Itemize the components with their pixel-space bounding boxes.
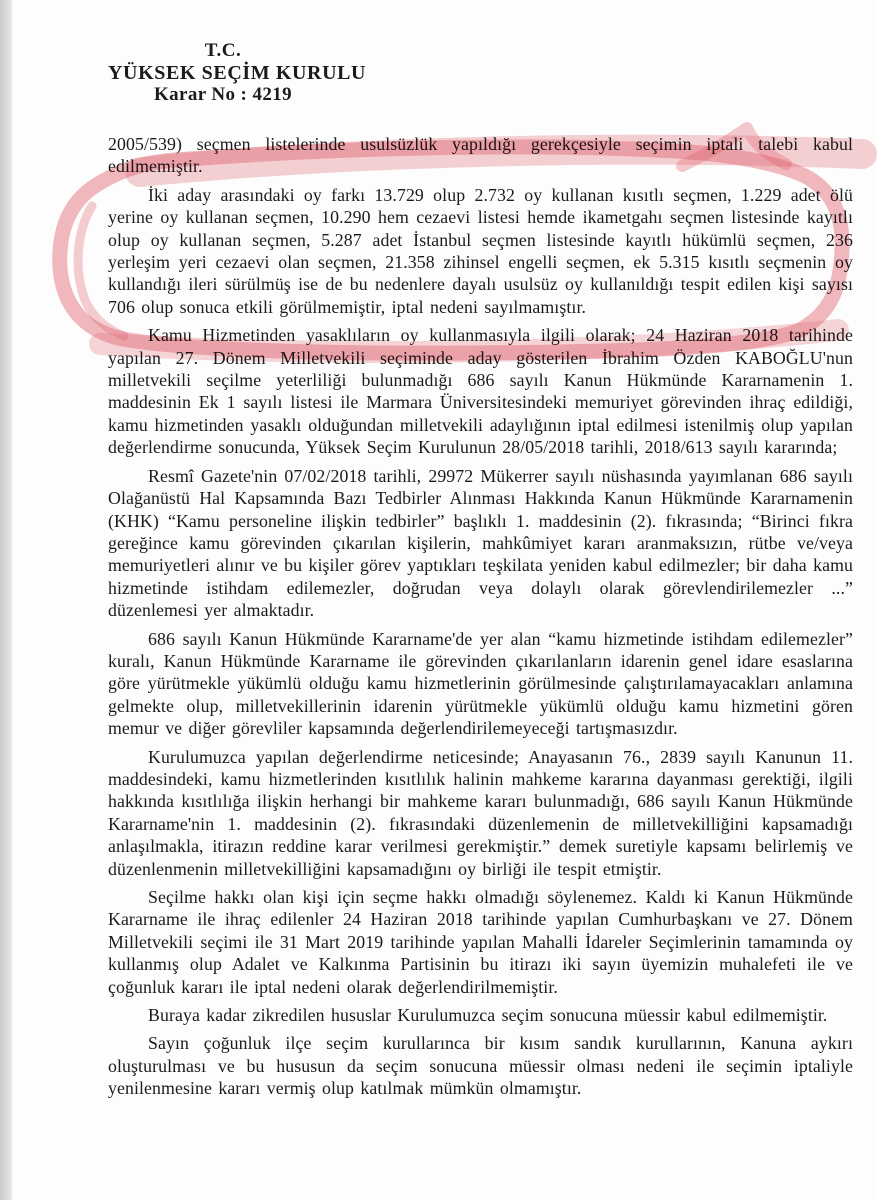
paragraph: Resmî Gazete'nin 07/02/2018 tarihli, 29972 Mükerrer sayılı nüshasında yayımlanan 686 sayılı Olağanüstü Hal Kapsamında Bazı Tedbirler Alınması Hakkında Kanun Hükmünde Kararnamenin (KHK) “Kamu personeline ilişkin tedbirler” başlıklı 1. maddesinin (2). fıkrasında; “Birinci fıkra gereğince kamu görevinden çıkarılan kişilerin, mahkûmiyet kararı aranmaksızın, rütbe ve/veya memuriyetleri alınır ve bu kişiler görev yaptıkları teşkilata yeniden kabul edilmezler; bir daha kamu hizmetinde istihdam edilemezler, doğrudan veya dolaylı olarak görevlendirilemezler ...” düzenlemesi yer almaktadır.: [108, 465, 853, 621]
paragraph: Buraya kadar zikredilen hususlar Kurulumuzca seçim sonucuna müessir kabul edilmemiştir.: [148, 1005, 828, 1026]
paragraph: Sayın çoğunluk ilçe seçim kurullarınca bir kısım sandık kurullarının, Kanuna aykırı oluşturulması ve bu hususun da seçim sonucuna müessir olması nedeni ile seçimin iptaliyle yenilenmesine kararı vermiş olup katılmak mümkün olmamıştır.: [108, 1033, 853, 1099]
paragraph: Kurulumuzca yapılan değerlendirme neticesinde; Anayasanın 76., 2839 sayılı Kanunun 11. maddesindeki, kamu hizmetlerinden kısıtlılık halinin mahkeme kararına dayanması gerektiği, ilgili hakkında kısıtlılığa ilişkin herhangi bir mahkeme kararı bulunmadığı, 686 sayılı Kanun Hükmünde Kararname'nin 1. maddesinin (2). fıkrasındaki düzenlemenin de milletvekilliğini kapsamadığı anlaşılmakla, itirazın reddine karar verilmesi gerekmiştir.” demek suretiyle kapsamı belirlemiş ve düzenlenmenin milletvekilliğini kapsamadığını oy birliği ile tespit etmiştir.: [108, 746, 853, 879]
document-header: [108, 40, 367, 106]
header-decision-number: Karar No : 4219: [153, 84, 293, 105]
circled-paragraph: İki aday arasındaki oy farkı 13.729 olup 2.732 oy kullanan kısıtlı seçmen, 1.229 adet ölü yerine oy kullanan seçmen, 10.290 hem cezaevi listesi hemde ikametgahı seçmen listesinde kayıtlı olup oy kullanan seçmen, 5.287 adet İstanbul seçmen listesinde kayıtlı hükümlü seçmen, 236 yerleşim yeri cezaevi olan seçmen, 21.358 zihinsel engelli seçmen, ek 5.315 kısıtlı seçmenin oy kullandığı ileri sürülmüş ise de bu nedenlere dayalı usulsüz oy kullanıldığı tespit edilen kişi sayısı 706 olup sonuca etkili görülmemiştir, iptal nedeni sayılmamıştır.: [108, 184, 853, 317]
paragraph: Seçilme hakkı olan kişi için seçme hakkı olmadığı söylenemez. Kaldı ki Kanun Hükmünde Kararname ile ihraç edilenler 24 Haziran 2018 tarihinde yapılan Cumhurbaşkanı ve 27. Dönem Milletvekili seçimi ile 31 Mart 2019 tarihinde yapılan Mahalli İdareler Seçimlerinin tamamında oy kullanmış olup Adalet ve Kalkınma Partisinin bu itirazı iki sayın üyemizin muhalefeti ile ve çoğunluk kararı ile iptal nedeni olarak değerlendirilmemiştir.: [108, 887, 853, 997]
paragraph: 2005/539) seçmen listelerinde usulsüzlük yapıldığı gerekçesiyle seçimin iptali talebi kabul edilmemiştir.: [108, 134, 853, 177]
header-tc: T.C.: [204, 40, 242, 61]
header-institution: YÜKSEK SEÇİM KURULU: [108, 62, 367, 84]
photo-edge-strip: [0, 0, 12, 1200]
paragraph: Kamu Hizmetinden yasaklıların oy kullanmasıyla ilgili olarak; 24 Haziran 2018 tarihinde yapılan 27. Dönem Milletvekili seçiminde aday gösterilen İbrahim Özden KABOĞLU'nun milletvekili seçilme yeterliliği bulunmadığı 686 sayılı Kanun Hükmünde Kararnamenin 1. maddesinin Ek 1 sayılı listesi ile Marmara Üniversitesindeki memuriyet görevinden ihraç edildiği, kamu hizmetinden yasaklı olduğundan milletvekili adaylığının iptal edilmesi istenilmiş olup yapılan değerlendirme sonucunda, Yüksek Seçim Kurulunun 28/05/2018 tarihli, 2018/613 sayılı kararında;: [108, 325, 853, 458]
paragraph: 686 sayılı Kanun Hükmünde Kararname'de yer alan “kamu hizmetinde istihdam edilemezler” kuralı, Kanun Hükmünde Kararname ile görevinden çıkarılanların idarenin genel idare esaslarına göre yürütmekle yükümlü olduğu kamu hizmetlerinin görülmesinde çalıştırılamayacakları anlamına gelmekte olup, milletvekillerinin idarenin yürütmekle yükümlü olduğu kamu hizmetini gören memur ve diğer görevliler kapsamında değerlendirilemeyeceği tartışmasızdır.: [108, 628, 853, 739]
document-body: [108, 133, 853, 1106]
